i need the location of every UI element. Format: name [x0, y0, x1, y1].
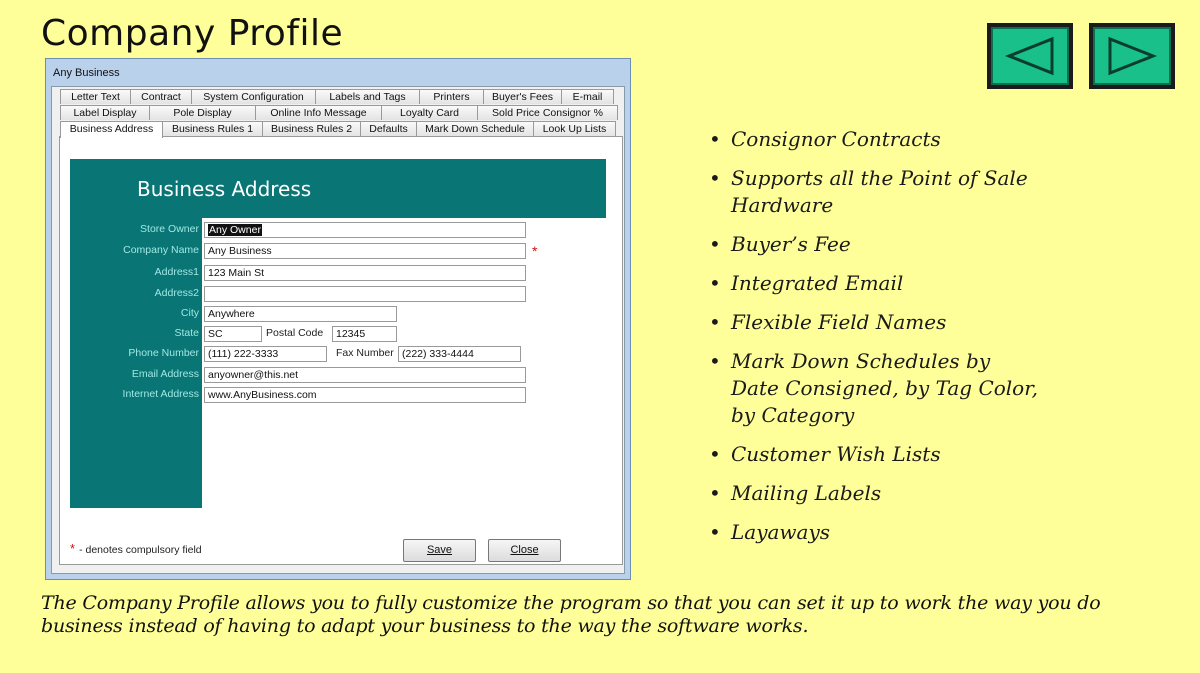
fax-label: Fax Number: [336, 347, 394, 359]
close-button[interactable]: [488, 539, 561, 562]
store-owner-field[interactable]: [204, 222, 526, 238]
company-name-label: Company Name: [123, 244, 199, 256]
panel-heading: Business Address: [137, 177, 312, 201]
feature-item: • Customer Wish Lists: [709, 441, 1041, 468]
email-field[interactable]: anyowner@this.net: [204, 367, 526, 383]
tab-row-1: [60, 89, 613, 104]
feature-item: • Mailing Labels: [709, 480, 1041, 507]
feature-item: • Supports all the Point of Sale Hardware: [709, 165, 1031, 219]
state-field[interactable]: SC: [204, 326, 262, 342]
tab-sold-price-consignor[interactable]: Sold Price Consignor %: [477, 105, 618, 120]
feature-item: • Consignor Contracts: [709, 126, 1041, 153]
tab-look-up-lists[interactable]: Look Up Lists: [533, 121, 616, 136]
tab-mark-down-schedule[interactable]: Mark Down Schedule: [416, 121, 534, 136]
tab-printers[interactable]: Printers: [419, 89, 484, 104]
address2-field[interactable]: [204, 286, 526, 302]
feature-item: • Layaways: [709, 519, 1041, 546]
tab-defaults[interactable]: Defaults: [360, 121, 417, 136]
company-profile-window: [45, 58, 631, 580]
state-label: State: [174, 327, 199, 339]
tab-row-2: [60, 105, 617, 120]
slide-caption: The Company Profile allows you to fully customize the program so that you can set it up to work the way you do business instead of having to adapt your business to the way the software works.: [41, 592, 1101, 637]
feature-item: • Flexible Field Names: [709, 309, 1041, 336]
close-button-label: Close: [510, 544, 539, 556]
tab-labels-and-tags[interactable]: Labels and Tags: [315, 89, 420, 104]
tab-online-info-message[interactable]: Online Info Message: [255, 105, 382, 120]
tab-buyers-fees[interactable]: Buyer's Fees: [483, 89, 562, 104]
phone-field[interactable]: (111) 222-3333: [204, 346, 327, 362]
address1-field[interactable]: 123 Main St: [204, 265, 526, 281]
next-slide-button[interactable]: [1089, 23, 1175, 89]
save-button[interactable]: [403, 539, 476, 562]
tab-pole-display[interactable]: Pole Display: [149, 105, 256, 120]
feature-item: • Mark Down Schedules by Date Consigned, by Tag Color, by Category: [709, 348, 1041, 429]
window-title: Any Business: [53, 67, 120, 79]
phone-label: Phone Number: [128, 347, 199, 359]
company-name-field[interactable]: Any Business: [204, 243, 526, 259]
postal-code-field[interactable]: 12345: [332, 326, 397, 342]
tab-email[interactable]: E-mail: [561, 89, 614, 104]
email-label: Email Address: [131, 368, 199, 380]
tab-label-display[interactable]: Label Display: [60, 105, 150, 120]
save-button-label: Save: [426, 544, 453, 556]
postal-code-label: Postal Code: [266, 327, 324, 339]
internet-field[interactable]: www.AnyBusiness.com: [204, 387, 526, 403]
address2-label: Address2: [154, 287, 199, 299]
tab-business-rules-2[interactable]: Business Rules 2: [262, 121, 361, 136]
store-owner-label: Store Owner: [140, 223, 199, 235]
city-field[interactable]: Anywhere: [204, 306, 397, 322]
tab-business-address[interactable]: Business Address: [60, 121, 163, 138]
tab-business-rules-1[interactable]: Business Rules 1: [162, 121, 263, 136]
feature-item: • Buyer’s Fee: [709, 231, 1041, 258]
label-column: [70, 218, 202, 508]
tab-loyalty-card[interactable]: Loyalty Card: [381, 105, 478, 120]
slide-title: Company Profile: [41, 13, 344, 54]
city-label: City: [180, 307, 199, 319]
compulsory-note-text: - denotes compulsory field: [79, 544, 202, 556]
triangle-left-icon: [1004, 36, 1056, 76]
previous-slide-button[interactable]: [987, 23, 1073, 89]
compulsory-note: [70, 541, 202, 556]
feature-item: • Integrated Email: [709, 270, 1041, 297]
store-owner-value: Any Owner: [209, 224, 261, 236]
feature-list: [709, 126, 1041, 558]
triangle-right-icon: [1106, 36, 1158, 76]
tab-letter-text[interactable]: Letter Text: [60, 89, 131, 104]
tab-contract[interactable]: Contract: [130, 89, 192, 104]
fax-field[interactable]: (222) 333-4444: [398, 346, 521, 362]
required-star: *: [532, 243, 538, 259]
address1-label: Address1: [154, 266, 199, 278]
required-star-legend: *: [70, 541, 76, 556]
internet-label: Internet Address: [122, 388, 199, 400]
tab-system-configuration[interactable]: System Configuration: [191, 89, 316, 104]
